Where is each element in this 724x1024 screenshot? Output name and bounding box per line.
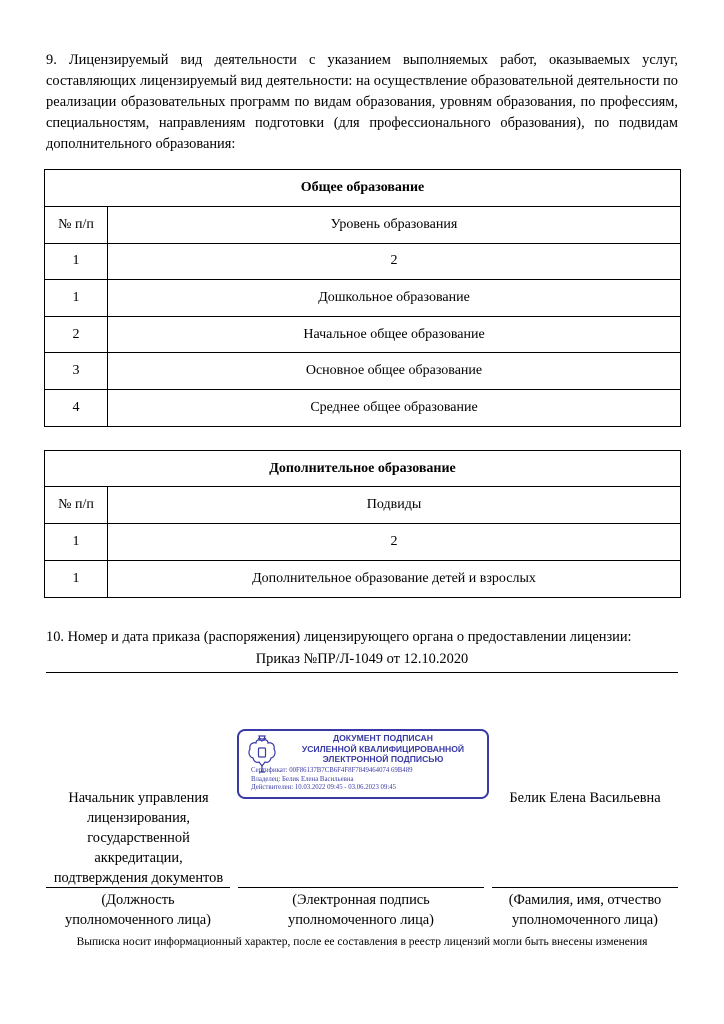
caption-position: (Должность уполномоченного лица): [65, 892, 211, 928]
stamp-details: [251, 767, 483, 793]
stamp-certificate: Сертификат: 00F86137B7CB6F4F8F7849464074 69B489: [251, 767, 413, 774]
row-number: 4: [45, 389, 108, 426]
table-row: [45, 561, 681, 598]
row-number: 2: [45, 316, 108, 353]
row-value: Дошкольное образование: [108, 280, 681, 317]
section-9: [46, 50, 678, 155]
position-underline: [46, 887, 230, 888]
table-header-row: [45, 207, 681, 244]
footnote: Выписка носит информационный характер, после ее составления в реестр лицензий могли быть внесены изменения: [76, 936, 648, 948]
column-header-number: № п/п: [45, 207, 108, 244]
stamp-owner: Владелец: Белик Елена Васильевна: [251, 775, 354, 783]
row-value: 2: [108, 243, 681, 280]
row-number: 1: [45, 280, 108, 317]
row-value: Начальное общее образование: [108, 316, 681, 353]
column-header-subtype: Подвиды: [108, 487, 681, 524]
caption-signature: (Электронная подпись уполномоченного лица): [288, 892, 434, 928]
column-header-number: № п/п: [45, 487, 108, 524]
name-underline: [492, 887, 678, 888]
general-education-table: [44, 169, 681, 427]
row-number: 1: [45, 524, 108, 561]
caption-name: (Фамилия, имя, отчество уполномоченного лица): [508, 892, 662, 928]
additional-education-title: Дополнительное образование: [45, 451, 681, 487]
table-row: [45, 280, 681, 317]
row-number: 1: [45, 561, 108, 598]
column-header-level: Уровень образования: [108, 207, 681, 244]
table-row: [45, 389, 681, 426]
order-number: Приказ №ПР/Л-1049 от 12.10.2020: [46, 651, 678, 673]
row-value: Дополнительное образование детей и взрослых: [108, 561, 681, 598]
stamp-title-line: ДОКУМЕНТ ПОДПИСАН: [333, 733, 433, 743]
table-row: [45, 353, 681, 390]
stamp-validity: Действителен: 10.03.2022 09:45 - 03.06.2023 09:45: [251, 784, 397, 792]
row-value: Среднее общее образование: [108, 389, 681, 426]
stamp-title-line: ЭЛЕКТРОННОЙ ПОДПИСЬЮ: [322, 754, 444, 764]
additional-education-table: [44, 450, 681, 598]
general-education-title: Общее образование: [45, 170, 681, 207]
signer-position: Начальник управления лицензирования, государственной аккредитации, подтверждения документов: [53, 790, 224, 886]
row-number: 3: [45, 353, 108, 390]
stamp-title: [283, 733, 483, 765]
section-10-label: 10. Номер и дата приказа (распоряжения) лицензирующего органа о предоставлении лицензии:: [46, 629, 632, 645]
table-header-row: [45, 487, 681, 524]
signature-underline: [238, 887, 484, 888]
row-value: Основное общее образование: [108, 353, 681, 390]
electronic-signature-stamp: [237, 729, 489, 799]
signer-name: Белик Елена Васильевна: [509, 790, 661, 806]
section-9-text: 9. Лицензируемый вид деятельности с указанием выполняемых работ, оказываемых услуг, составляющих лицензируемый вид деятельности: на осуществление образовательной деятельности по реализации образовательных программ по видам образования, уровням образования, по профессиям, специальностям, направлениям подготовки (для профессионального образования), по подвидам дополнительного образования:: [46, 52, 678, 152]
table-row: [45, 243, 681, 280]
row-number: 1: [45, 243, 108, 280]
table-row: [45, 524, 681, 561]
table-row: [45, 316, 681, 353]
stamp-title-line: УСИЛЕННОЙ КВАЛИФИЦИРОВАННОЙ: [301, 743, 465, 754]
row-value: 2: [108, 524, 681, 561]
